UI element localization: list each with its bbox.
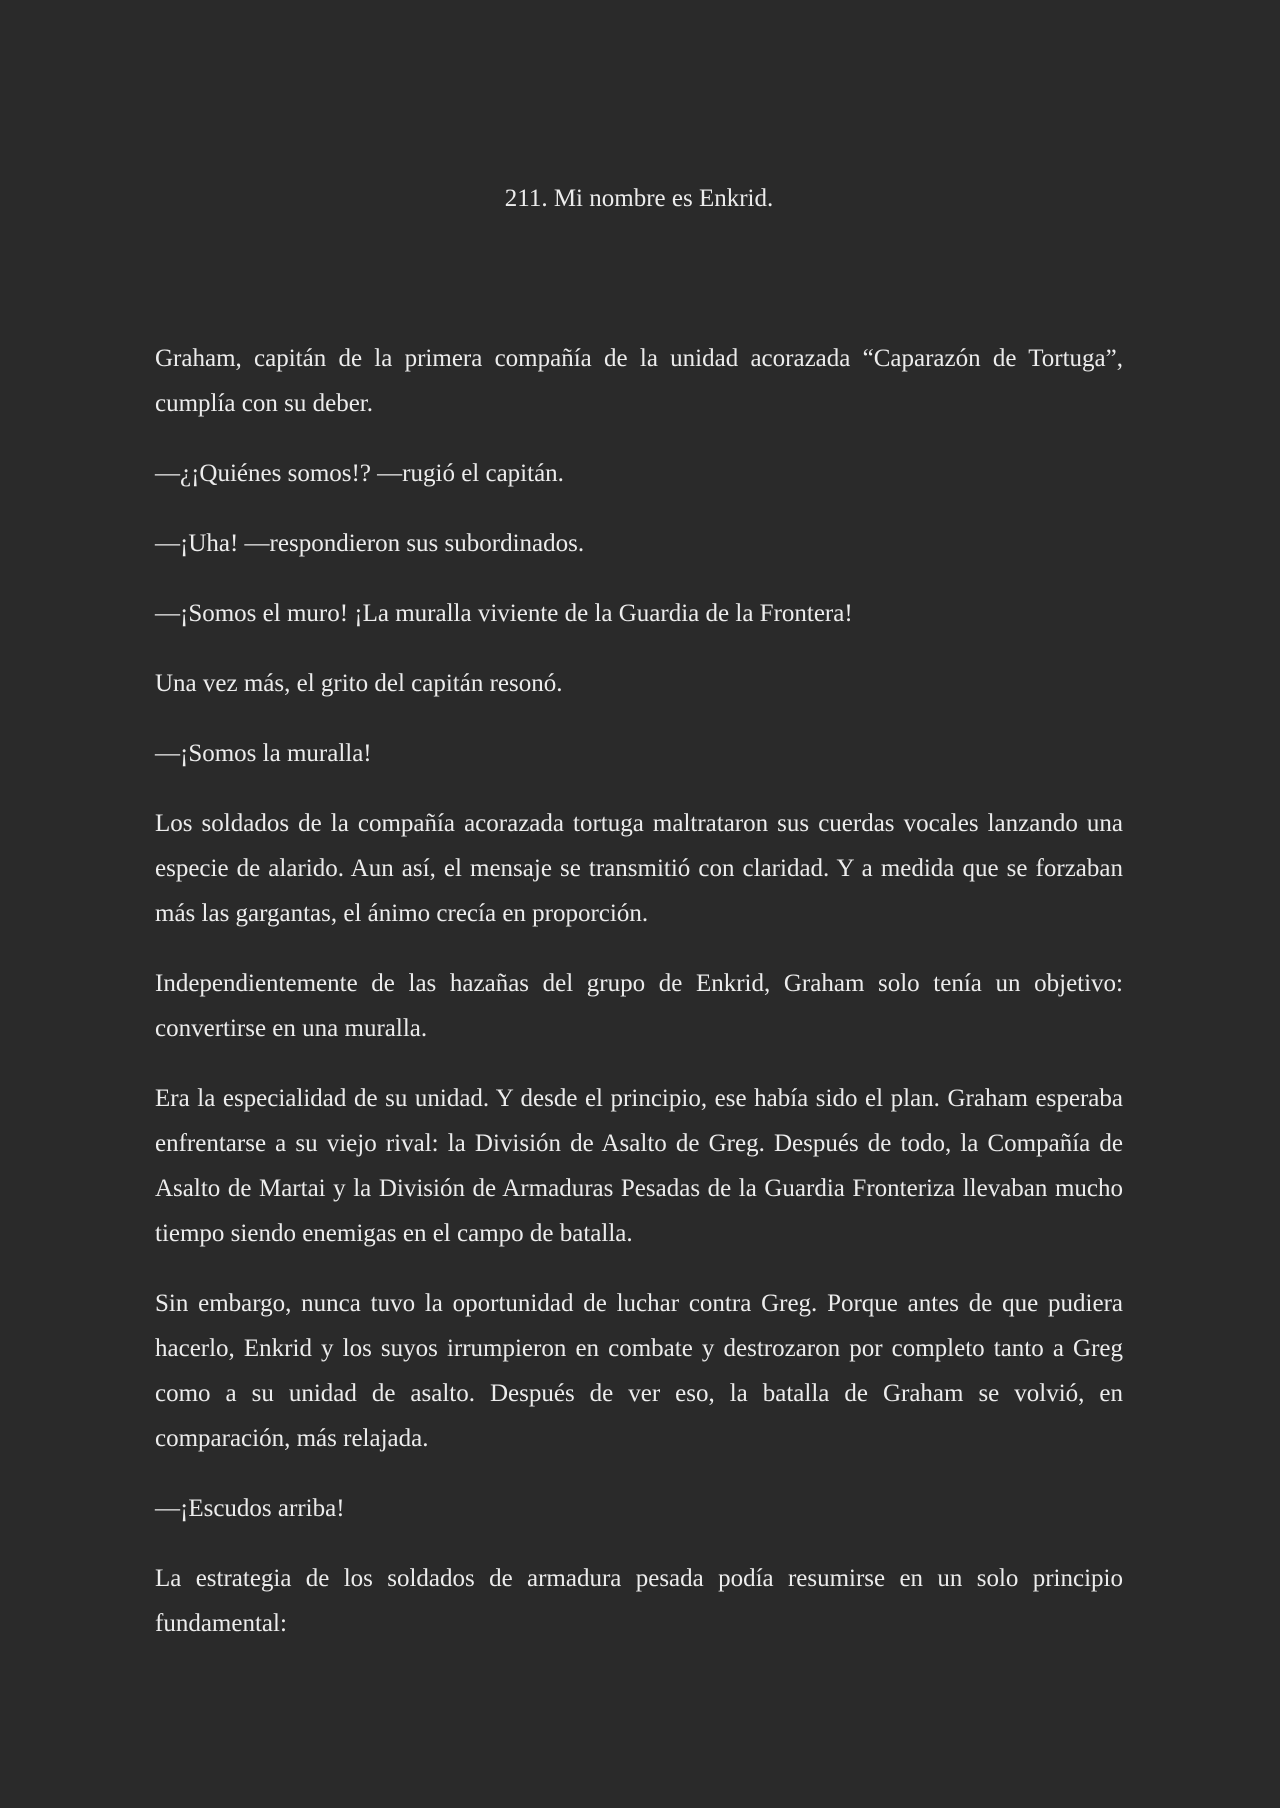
paragraph: —¡Somos el muro! ¡La muralla viviente de la Guardia de la Frontera! (155, 600, 853, 627)
paragraph: Los soldados de la compañía acorazada tortuga maltrataron sus cuerdas vocales lanzando una especie de alarido. Aun así, el mensaje se transmitió con claridad. Y a medida que se forzaban más las gargantas, el ánimo crecía en proporción. (155, 810, 1123, 927)
paragraph: La estrategia de los soldados de armadura pesada podía resumirse en un solo principio fundamental: (155, 1565, 1123, 1637)
chapter-body (155, 336, 1123, 1671)
paragraph: —¿¡Quiénes somos!? —rugió el capitán. (155, 460, 564, 487)
paragraph: Sin embargo, nunca tuvo la oportunidad de luchar contra Greg. Porque antes de que pudiera hacerlo, Enkrid y los suyos irrumpieron en combate y destrozaron por completo tanto a Greg como a su unidad de asalto. Después de ver eso, la batalla de Graham se volvió, en comparación, más relajada. (155, 1290, 1123, 1452)
paragraph: —¡Somos la muralla! (155, 740, 372, 767)
chapter-title: 211. Mi nombre es Enkrid. (504, 185, 774, 212)
paragraph: —¡Escudos arriba! (155, 1495, 345, 1522)
paragraph: —¡Uha! —respondieron sus subordinados. (155, 530, 585, 557)
paragraph: Graham, capitán de la primera compañía de la unidad acorazada “Caparazón de Tortuga”, cumplía con su deber. (155, 345, 1123, 417)
paragraph: Una vez más, el grito del capitán resonó. (155, 670, 563, 697)
paragraph: Era la especialidad de su unidad. Y desde el principio, ese había sido el plan. Graham esperaba enfrentarse a su viejo rival: la División de Asalto de Greg. Después de todo, la Compañía de Asalto de Martai y la División de Armaduras Pesadas de la Guardia Fronteriza llevaban mucho tiempo siendo enemigas en el campo de batalla. (155, 1085, 1123, 1247)
paragraph: Independientemente de las hazañas del grupo de Enkrid, Graham solo tenía un objetivo: convertirse en una muralla. (155, 970, 1123, 1042)
